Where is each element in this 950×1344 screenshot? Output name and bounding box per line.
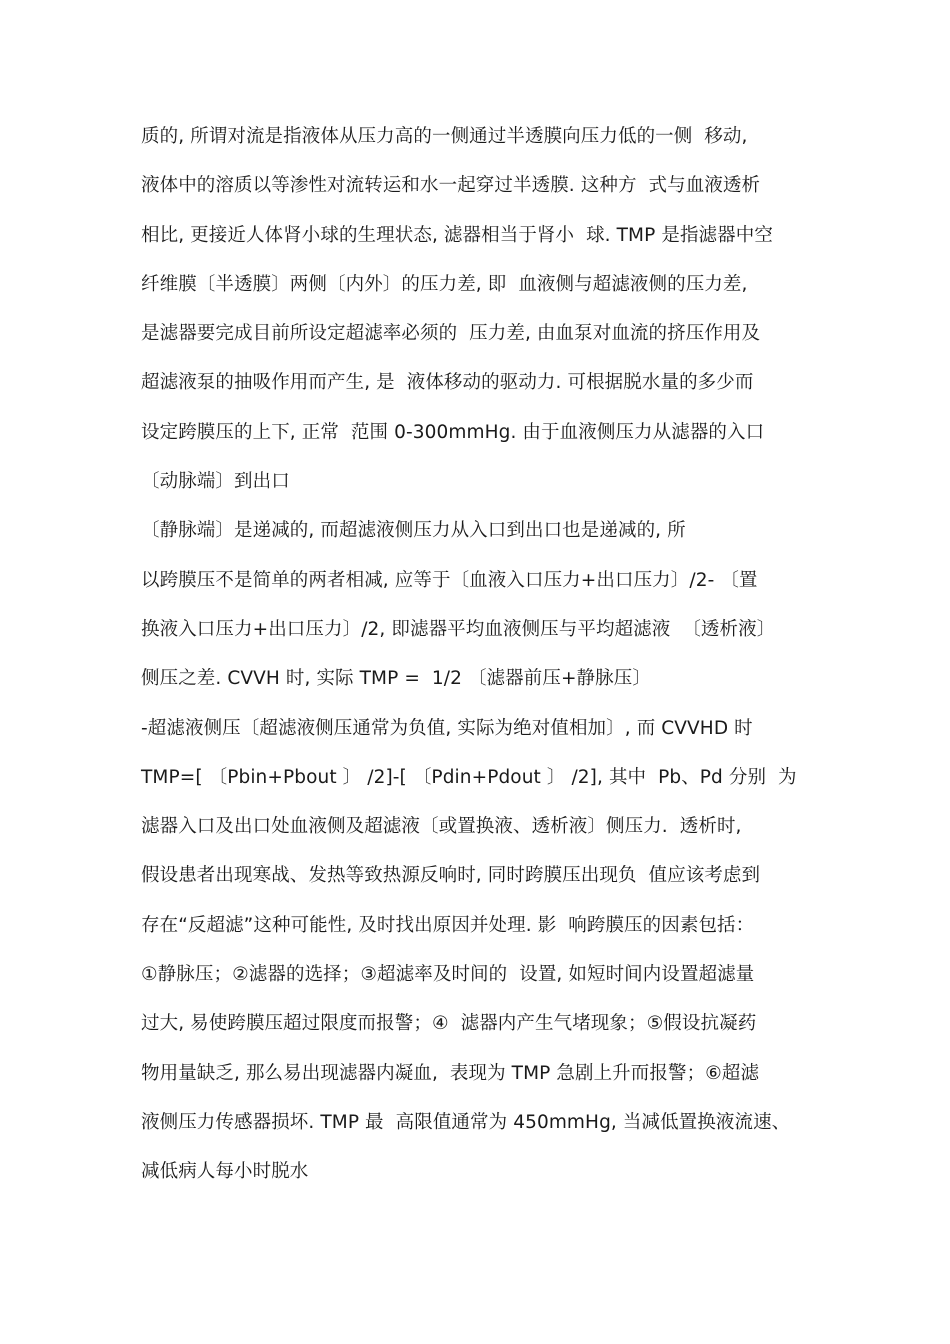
text-line: 〔动脉端〕到出口 [141, 471, 290, 493]
text-line: 存在“反超滤”这种可能性, 及时找出原因并处理. 影 响跨膜压的因素包括： [141, 914, 755, 936]
text-line: 纤维膜〔半透膜〕两侧〔内外〕的压力差, 即 血液侧与超滤液侧的压力差, [141, 273, 748, 295]
text-line: 超滤液泵的抽吸作用而产生, 是 液体移动的驱动力. 可根据脱水量的多少而 [141, 372, 754, 394]
text-line: 侧压之差. CVVH 时, 实际 TMP = 1/2 〔滤器前压+静脉压〕 [141, 668, 651, 690]
text-line: 减低病人每小时脱水 [141, 1161, 309, 1183]
text-line: 换液入口压力+出口压力〕/2, 即滤器平均血液侧压与平均超滤液 〔透析液〕 [141, 618, 776, 640]
text-line: ①静脉压；②滤器的选择；③超滤率及时间的 设置, 如短时间内设置超滤量 [141, 964, 755, 986]
text-line: 〔静脉端〕是递减的, 而超滤液侧压力从入口到出口也是递减的, 所 [141, 520, 686, 542]
text-line: 液体中的溶质以等渗性对流转运和水一起穿过半透膜. 这种方 式与血液透析 [141, 175, 761, 197]
text-line: 质的, 所谓对流是指液体从压力高的一侧通过半透膜向压力低的一侧 移动, [141, 126, 748, 147]
text-line: -超滤液侧压〔超滤液侧压通常为负值, 实际为绝对值相加〕, 而 CVVHD 时 [141, 717, 753, 739]
text-line: 假设患者出现寒战、发热等致热源反响时, 同时跨膜压出现负 值应该考虑到 [141, 865, 761, 887]
text-line: 液侧压力传感器损坏. TMP 最 高限值通常为 450mmHg, 当减低置换液流速、 [141, 1111, 791, 1133]
text-line: 是滤器要完成目前所设定超滤率必须的 压力差, 由血泵对血流的挤压作用及 [141, 323, 761, 345]
text-line: 设定跨膜压的上下, 正常 范围 0-300mmHg. 由于血液侧压力从滤器的入口 [141, 421, 765, 443]
body-text [141, 112, 821, 1197]
text-line: 过大, 易使跨膜压超过限度而报警；④ 滤器内产生气堵现象；⑤假设抗凝药 [141, 1013, 757, 1035]
text-line: TMP=[ 〔Pbin+Pbout 〕 /2]-[ 〔Pdin+Pdout 〕 /2], 其中 Pb、Pd 分别 为 [141, 766, 797, 788]
text-line: 物用量缺乏, 那么易出现滤器内凝血, 表现为 TMP 急剧上升而报警；⑥超滤 [141, 1062, 760, 1084]
text-line: 以跨膜压不是简单的两者相减, 应等于〔血液入口压力+出口压力〕/2- 〔置 [141, 569, 758, 591]
text-line: 相比, 更接近人体肾小球的生理状态, 滤器相当于肾小 球. TMP 是指滤器中空 [141, 224, 773, 246]
text-line: 滤器入口及出口处血液侧及超滤液〔或置换液、透析液〕侧压力. 透析时, [141, 816, 742, 838]
